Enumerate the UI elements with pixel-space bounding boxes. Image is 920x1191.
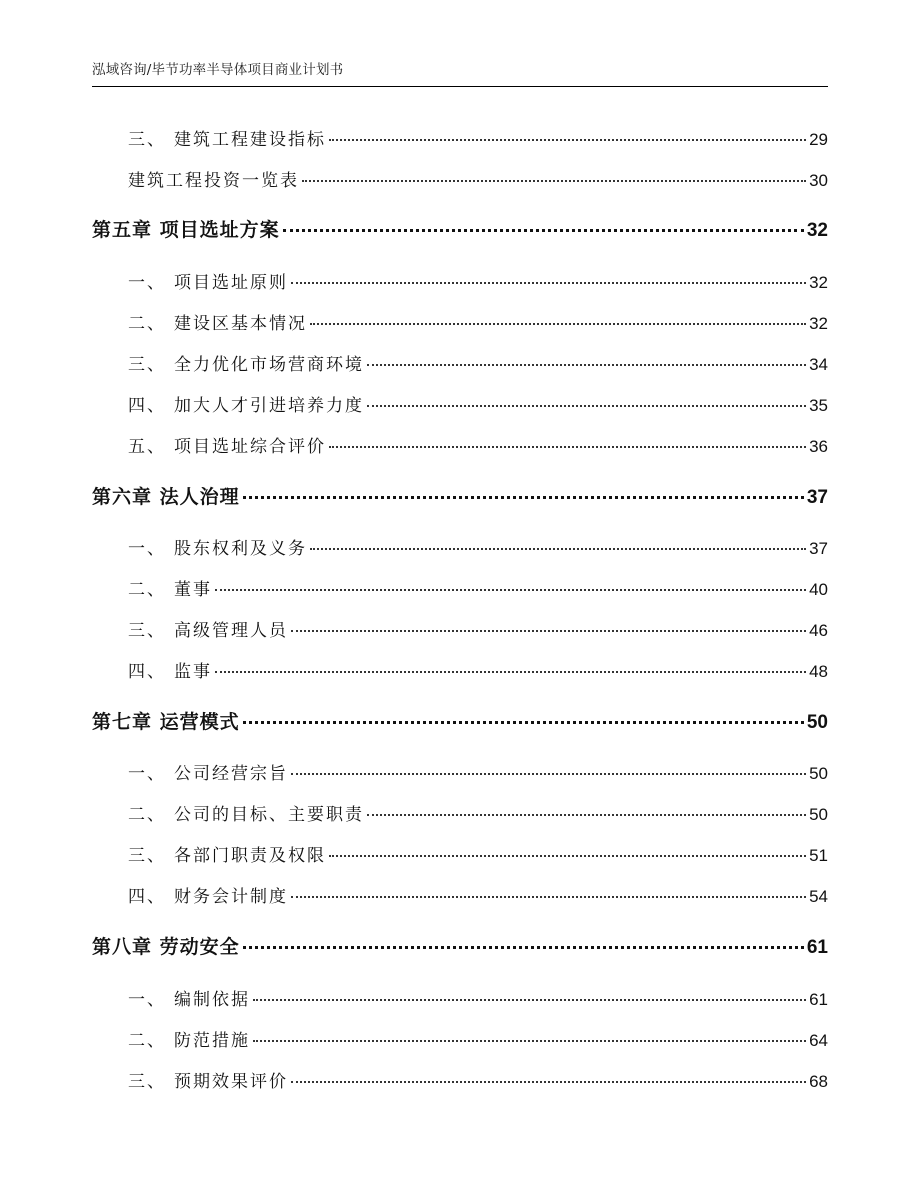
toc-entry-title: 三、 预期效果评价 [128, 1072, 288, 1092]
toc-entry-title: 一、 项目选址原则 [128, 273, 288, 293]
dot-leader [291, 630, 806, 632]
dot-leader [283, 229, 804, 232]
toc-entry[interactable] [128, 350, 828, 375]
dot-leader [291, 282, 806, 284]
toc-entry[interactable] [128, 800, 828, 825]
toc-chapter[interactable] [92, 932, 828, 959]
toc-page-number: 61 [809, 990, 828, 1009]
toc-entry-title: 二、 建设区基本情况 [128, 314, 307, 334]
dot-leader [291, 896, 806, 898]
dot-leader [302, 180, 806, 182]
toc-chapter-title: 第六章 法人治理 [92, 486, 240, 508]
toc-chapter[interactable] [92, 482, 828, 509]
dot-leader [367, 814, 806, 816]
running-header: 泓域咨询/毕节功率半导体项目商业计划书 [92, 58, 828, 87]
toc-page-number: 32 [809, 314, 828, 333]
toc-entry[interactable] [128, 534, 828, 559]
toc-page-number: 37 [806, 487, 828, 508]
toc-page-number: 35 [809, 396, 828, 415]
toc-entry[interactable] [128, 575, 828, 600]
dot-leader [215, 589, 806, 591]
dot-leader [253, 999, 806, 1001]
toc-page-number: 50 [809, 805, 828, 824]
toc-page-number: 61 [806, 937, 828, 958]
toc-entry[interactable] [128, 268, 828, 293]
toc-page-number: 29 [809, 130, 828, 149]
toc-page-number: 51 [809, 846, 828, 865]
toc-chapter-title: 第七章 运营模式 [92, 711, 240, 733]
dot-leader [243, 496, 804, 499]
toc-page-number: 32 [806, 220, 828, 241]
toc-entry[interactable] [128, 759, 828, 784]
toc-page-number: 36 [809, 437, 828, 456]
toc-page-number: 48 [809, 662, 828, 681]
toc-page-number: 64 [809, 1031, 828, 1050]
toc-entry-title: 五、 项目选址综合评价 [128, 437, 326, 457]
toc-entry-title: 一、 公司经营宗旨 [128, 764, 288, 784]
toc-page-number: 40 [809, 580, 828, 599]
toc-page-number: 34 [809, 355, 828, 374]
toc-page-number: 68 [809, 1072, 828, 1091]
toc-entry[interactable] [128, 882, 828, 907]
dot-leader [215, 671, 806, 673]
toc-entry[interactable] [128, 616, 828, 641]
dot-leader [310, 548, 806, 550]
toc-entry-title: 三、 各部门职责及权限 [128, 846, 326, 866]
toc-entry-title: 三、 全力优化市场营商环境 [128, 355, 364, 375]
toc-chapter[interactable] [92, 215, 828, 242]
toc-entry-title: 四、 财务会计制度 [128, 887, 288, 907]
dot-leader [329, 139, 806, 141]
toc-entry[interactable] [128, 166, 828, 191]
toc-entry-title: 三、 高级管理人员 [128, 621, 288, 641]
toc-entry-title: 一、 编制依据 [128, 990, 250, 1010]
dot-leader [243, 946, 804, 949]
dot-leader [310, 323, 806, 325]
dot-leader [291, 773, 806, 775]
dot-leader [291, 1081, 806, 1083]
toc-page-number: 32 [809, 273, 828, 292]
toc-chapter-title: 第五章 项目选址方案 [92, 219, 280, 241]
toc-entry-title: 二、 防范措施 [128, 1031, 250, 1051]
toc-page-number: 50 [806, 712, 828, 733]
toc-page-number: 30 [809, 171, 828, 190]
toc-entry[interactable] [128, 1067, 828, 1092]
toc-entry-title: 建筑工程投资一览表 [128, 171, 299, 191]
toc-entry-title: 四、 监事 [128, 662, 212, 682]
dot-leader [253, 1040, 806, 1042]
dot-leader [367, 405, 806, 407]
toc-page-number: 54 [809, 887, 828, 906]
toc-page-number: 37 [809, 539, 828, 558]
toc-entry-title: 二、 公司的目标、主要职责 [128, 805, 364, 825]
toc-entry[interactable] [128, 1026, 828, 1051]
toc-entry[interactable] [128, 391, 828, 416]
toc-entry[interactable] [128, 657, 828, 682]
toc-page-number: 46 [809, 621, 828, 640]
toc-chapter[interactable] [92, 707, 828, 734]
toc-entry[interactable] [128, 985, 828, 1010]
dot-leader [243, 721, 804, 724]
toc-entry[interactable] [128, 309, 828, 334]
toc-entry[interactable] [128, 125, 828, 150]
toc-entry-title: 三、 建筑工程建设指标 [128, 130, 326, 150]
toc-entry-title: 四、 加大人才引进培养力度 [128, 396, 364, 416]
toc-entry[interactable] [128, 841, 828, 866]
toc-entry-title: 二、 董事 [128, 580, 212, 600]
dot-leader [329, 855, 806, 857]
toc-page-number: 50 [809, 764, 828, 783]
toc-chapter-title: 第八章 劳动安全 [92, 936, 240, 958]
toc-entry-title: 一、 股东权利及义务 [128, 539, 307, 559]
toc-entry[interactable] [128, 432, 828, 457]
dot-leader [367, 364, 806, 366]
dot-leader [329, 446, 806, 448]
